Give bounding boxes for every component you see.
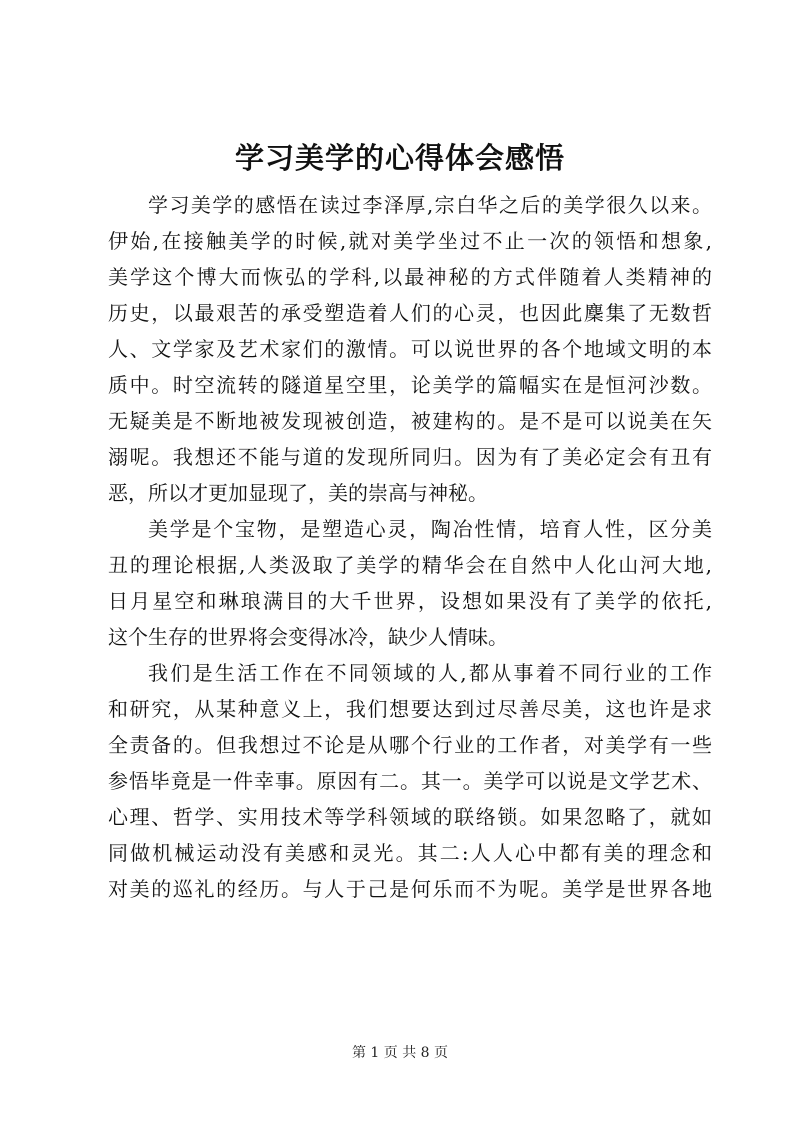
text-line: 全责备的。但我想过不论是从哪个行业的工作者，对美学有一些 <box>108 733 712 757</box>
text-line: 历史，以最艰苦的承受塑造着人们的心灵，也因此麇集了无数哲 <box>108 301 712 325</box>
document-body <box>108 187 712 907</box>
text-line: 质中。时空流转的隧道星空里，论美学的篇幅实在是恒河沙数。 <box>108 373 712 397</box>
page-number: 第 1 页 共 8 页 <box>351 1045 449 1061</box>
text-line: 学习美学的感悟在读过李泽厚,宗白华之后的美学很久以来。 <box>148 193 712 217</box>
text-line: 心理、哲学、实用技术等学科领域的联络锁。如果忽略了，就如 <box>108 805 712 829</box>
text-line: 溺呢。我想还不能与道的发现所同归。因为有了美必定会有丑有 <box>108 445 712 469</box>
text-line: 参悟毕竟是一件幸事。原因有二。其一。美学可以说是文学艺术、 <box>108 769 712 793</box>
text-line: 人、文学家及艺术家们的激情。可以说世界的各个地域文明的本 <box>108 337 712 361</box>
text-line: 无疑美是不断地被发现被创造，被建构的。是不是可以说美在矢 <box>108 409 712 433</box>
paragraph-1 <box>108 187 712 511</box>
document-title: 学习美学的心得体会感悟 <box>234 141 565 175</box>
page-footer <box>0 1043 800 1063</box>
text-line: 这个生存的世界将会变得冰冷，缺少人情味。 <box>108 625 508 649</box>
text-line: 我们是生活工作在不同领域的人,都从事着不同行业的工作 <box>148 661 712 685</box>
text-line: 对美的巡礼的经历。与人于己是何乐而不为呢。美学是世界各地 <box>108 877 712 901</box>
text-line: 日月星空和琳琅满目的大千世界，设想如果没有了美学的依托, <box>108 589 712 613</box>
text-line: 美学是个宝物，是塑造心灵，陶冶性情，培育人性，区分美 <box>148 517 712 541</box>
text-line: 美学这个博大而恢弘的学科,以最神秘的方式伴随着人类精神的 <box>108 265 712 289</box>
text-line: 丑的理论根据,人类汲取了美学的精华会在自然中人化山河大地, <box>108 553 712 577</box>
text-line: 恶，所以才更加显现了，美的崇高与神秘。 <box>108 481 488 505</box>
text-line: 伊始,在接触美学的时候,就对美学坐过不止一次的领悟和想象, <box>108 229 712 253</box>
text-line: 和研究，从某种意义上，我们想要达到过尽善尽美，这也许是求 <box>108 697 712 721</box>
paragraph-2 <box>108 511 712 655</box>
paragraph-3 <box>108 655 712 907</box>
text-line: 同做机械运动没有美感和灵光。其二:人人心中都有美的理念和 <box>108 841 712 865</box>
